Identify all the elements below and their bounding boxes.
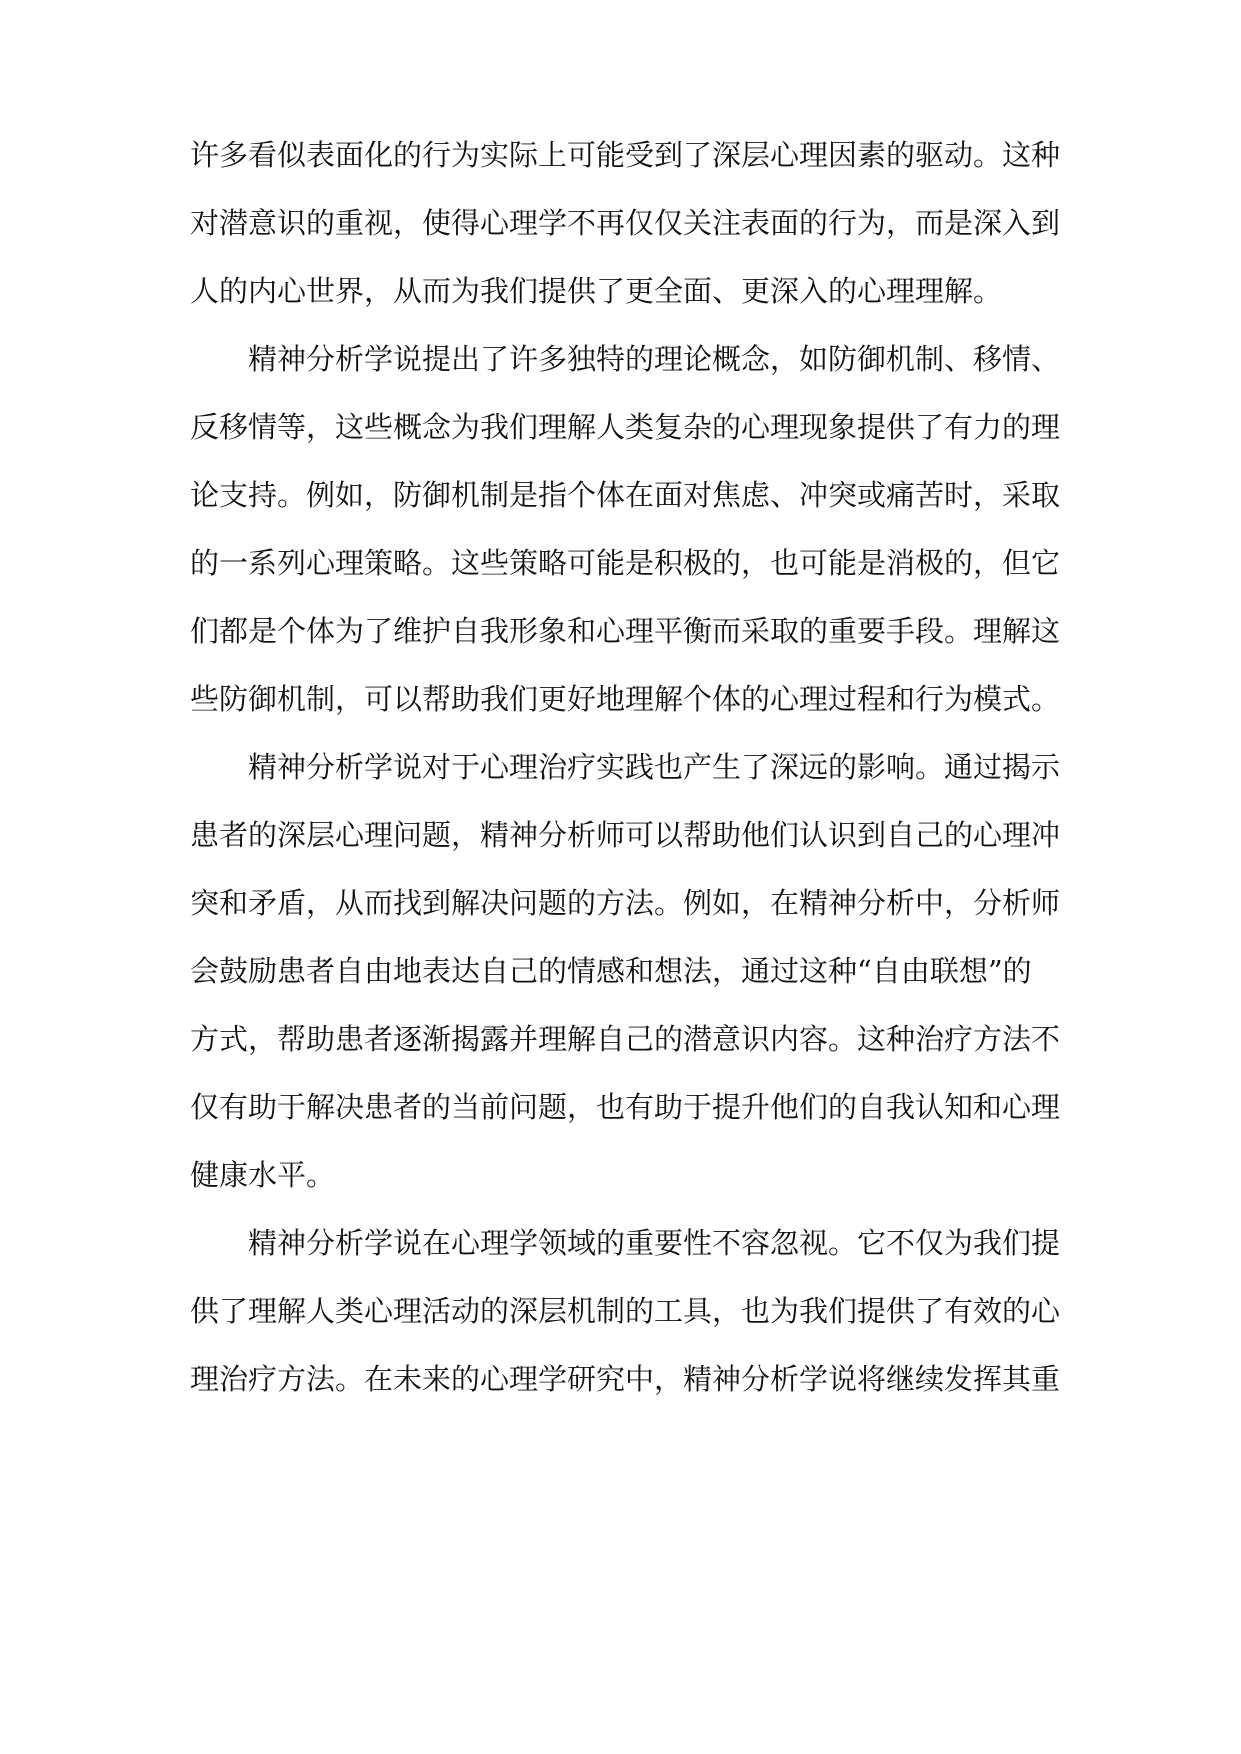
text-line-2: 对潜意识的重视，使得心理学不再仅仅关注表面的行为，而是深入到: [190, 206, 1061, 240]
paragraph-3-line-4: 会鼓励患者自由地表达自己的情感和想法，通过这种“自由联想”的: [190, 954, 1032, 988]
paragraph-2-line-4: 的一系列心理策略。这些策略可能是积极的，也可能是消极的，但它: [190, 546, 1061, 580]
paragraph-3-line-3: 突和矛盾，从而找到解决问题的方法。例如，在精神分析中，分析师: [190, 886, 1061, 920]
paragraph-3-line-6: 仅有助于解决患者的当前问题，也有助于提升他们的自我认知和心理: [190, 1090, 1061, 1124]
text-line-1: 许多看似表面化的行为实际上可能受到了深层心理因素的驱动。这种: [190, 138, 1061, 172]
paragraph-4-line-3: 理治疗方法。在未来的心理学研究中，精神分析学说将继续发挥其重: [190, 1362, 1061, 1396]
paragraph-3-line-7: 健康水平。: [190, 1158, 336, 1192]
paragraph-3-line-1: 精神分析学说对于心理治疗实践也产生了深远的影响。通过揭示: [248, 750, 1061, 784]
paragraph-2-line-6: 些防御机制，可以帮助我们更好地理解个体的心理过程和行为模式。: [190, 682, 1061, 716]
text-line-3: 人的内心世界，从而为我们提供了更全面、更深入的心理理解。: [190, 274, 1003, 308]
paragraph-2-line-5: 们都是个体为了维护自我形象和心理平衡而采取的重要手段。理解这: [190, 614, 1061, 648]
paragraph-3-line-5: 方式，帮助患者逐渐揭露并理解自己的潜意识内容。这种治疗方法不: [190, 1022, 1061, 1056]
paragraph-4-line-2: 供了理解人类心理活动的深层机制的工具，也为我们提供了有效的心: [190, 1294, 1061, 1328]
paragraph-2-line-1: 精神分析学说提出了许多独特的理论概念，如防御机制、移情、: [248, 342, 1061, 376]
paragraph-3-line-2: 患者的深层心理问题，精神分析师可以帮助他们认识到自己的心理冲: [190, 818, 1061, 852]
paragraph-2-line-2: 反移情等，这些概念为我们理解人类复杂的心理现象提供了有力的理: [190, 410, 1061, 444]
paragraph-4-line-1: 精神分析学说在心理学领域的重要性不容忽视。它不仅为我们提: [248, 1226, 1061, 1260]
paragraph-2-line-3: 论支持。例如，防御机制是指个体在面对焦虑、冲突或痛苦时，采取: [190, 478, 1061, 512]
